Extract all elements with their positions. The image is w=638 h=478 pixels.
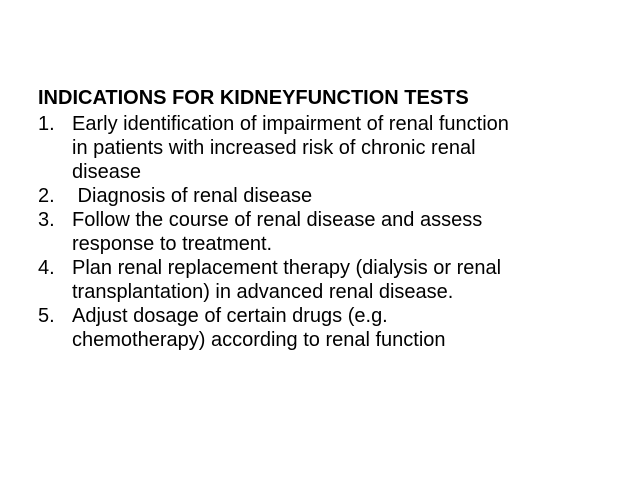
list-item-number: 2. (38, 185, 55, 207)
indications-list (38, 112, 608, 352)
list-item-line: in patients with increased risk of chronic renal (72, 137, 476, 159)
list-item-number: 3. (38, 209, 55, 231)
list-item (38, 184, 608, 208)
list-item-number: 4. (38, 257, 55, 279)
slide-content (38, 86, 608, 352)
list-item-line: Plan renal replacement therapy (dialysis or renal (72, 257, 502, 279)
list-item-line: Early identification of impairment of renal function (72, 113, 509, 135)
list-item-number: 5. (38, 305, 55, 327)
list-item (38, 112, 608, 184)
list-item-line: Diagnosis of renal disease (72, 185, 313, 207)
list-item-line: chemotherapy) according to renal function (72, 329, 446, 351)
list-item-line: response to treatment. (72, 233, 273, 255)
slide-heading: INDICATIONS FOR KIDNEYFUNCTION TESTS (38, 87, 469, 109)
list-item-line: transplantation) in advanced renal disease. (72, 281, 454, 303)
list-item-number: 1. (38, 113, 55, 135)
list-item-line: Adjust dosage of certain drugs (e.g. (72, 305, 388, 327)
list-item (38, 304, 608, 352)
list-item (38, 208, 608, 256)
list-item-line: disease (72, 161, 141, 183)
list-item-line: Follow the course of renal disease and assess (72, 209, 483, 231)
list-item (38, 256, 608, 304)
